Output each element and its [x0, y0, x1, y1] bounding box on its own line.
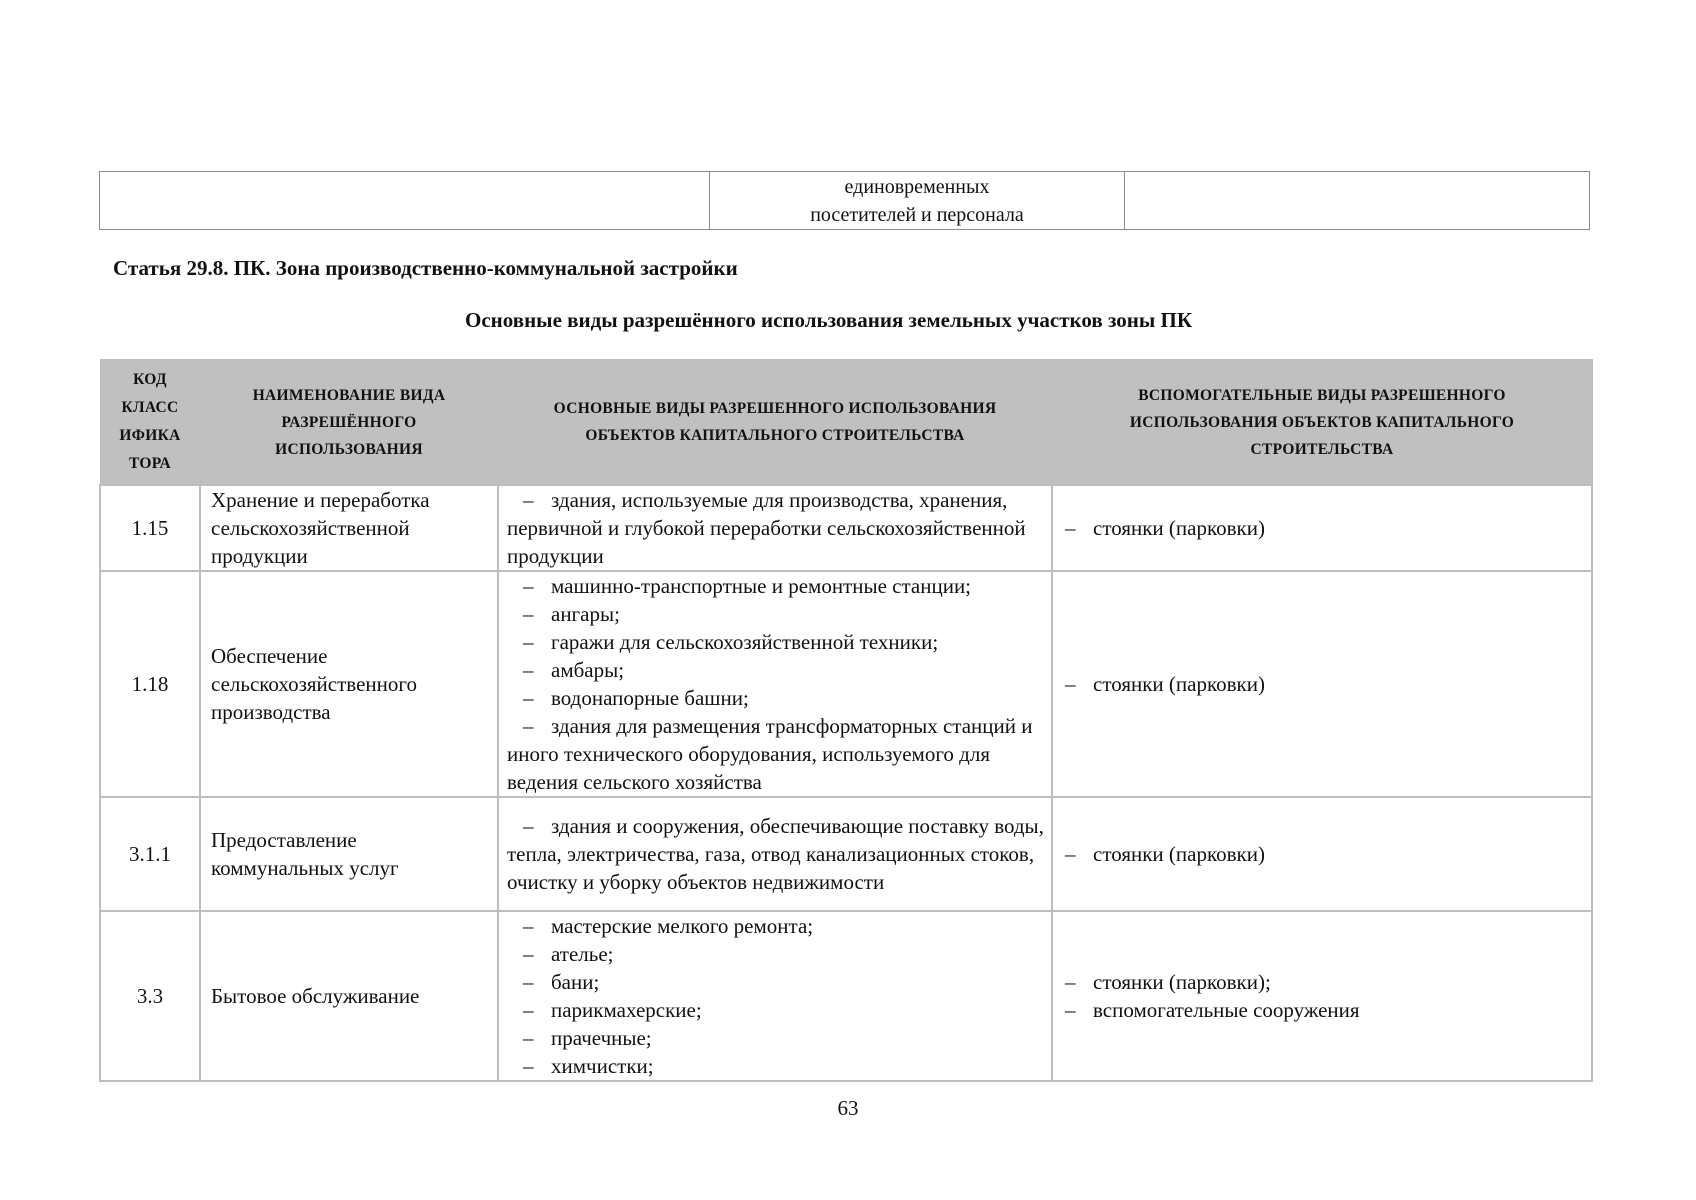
basic-use-item: – ателье; [507, 940, 1045, 968]
continuation-line: единовременных [844, 176, 990, 198]
basic-use-item: – гаражи для сельскохозяйственной техники; [507, 628, 1045, 656]
basic-use-item: – ангары; [507, 600, 1045, 628]
continuation-line: посетителей и персонала [810, 204, 1024, 226]
basic-use-item: – машинно-транспортные и ремонтные станции; [507, 572, 1045, 600]
row-aux-uses [1052, 797, 1592, 911]
zone-uses-table [99, 359, 1593, 1082]
row-basic-uses [498, 485, 1052, 571]
table-row [100, 797, 1592, 911]
basic-use-item: – амбары; [507, 656, 1045, 684]
aux-use-item: – стоянки (парковки) [1065, 670, 1591, 698]
row-name: Хранение и переработка сельскохозяйственной продукции [200, 485, 498, 571]
table-row [100, 485, 1592, 571]
header-code-line: КОД [133, 371, 167, 388]
header-aux: ВСПОМОГАТЕЛЬНЫЕ ВИДЫ РАЗРЕШЕННОГО ИСПОЛЬЗОВАНИЯ ОБЪЕКТОВ КАПИТАЛЬНОГО СТРОИТЕЛЬСТВА [1052, 360, 1592, 486]
row-code: 3.1.1 [100, 797, 200, 911]
aux-use-item: – стоянки (парковки) [1065, 840, 1591, 868]
row-basic-uses [498, 911, 1052, 1081]
page-number: 63 [837, 1096, 859, 1120]
header-name: НАИМЕНОВАНИЕ ВИДА РАЗРЕШЁННОГО ИСПОЛЬЗОВАНИЯ [200, 360, 498, 486]
row-aux-uses [1052, 485, 1592, 571]
basic-use-item: – водонапорные башни; [507, 684, 1045, 712]
header-code-line: ИФИКА [119, 427, 181, 444]
row-code: 1.18 [100, 571, 200, 797]
basic-use-item: – парикмахерские; [507, 996, 1045, 1024]
continuation-cell-empty [1125, 172, 1590, 230]
row-basic-uses [498, 571, 1052, 797]
basic-use-item: – здания, используемые для производства, хранения, первичной и глубокой переработки сельскохозяйственной продукции [507, 488, 1026, 568]
row-code: 1.15 [100, 485, 200, 571]
row-code: 3.3 [100, 911, 200, 1081]
basic-use-item: – здания для размещения трансформаторных станций и иного технического оборудования, используемого для ведения сельского хозяйства [507, 714, 1032, 794]
basic-use-item: – мастерские мелкого ремонта; [507, 912, 1045, 940]
continuation-cell-empty [100, 172, 710, 230]
table-row [100, 571, 1592, 797]
row-name: Обеспечение сельскохозяйственного производства [200, 571, 498, 797]
table-caption: Основные виды разрешённого использования земельных участков зоны ПК [465, 308, 1193, 332]
header-code-line: КЛАСС [121, 399, 179, 416]
basic-use-item: – химчистки; [507, 1052, 1045, 1080]
continuation-row [100, 172, 1590, 230]
header-code [100, 360, 200, 486]
table-header-row [100, 360, 1592, 486]
basic-use-item: – прачечные; [507, 1024, 1045, 1052]
aux-use-item: – вспомогательные сооружения [1065, 996, 1591, 1024]
aux-use-item: – стоянки (парковки) [1065, 514, 1591, 542]
row-aux-uses [1052, 571, 1592, 797]
row-aux-uses [1052, 911, 1592, 1081]
table-row [100, 911, 1592, 1081]
header-basic: ОСНОВНЫЕ ВИДЫ РАЗРЕШЕННОГО ИСПОЛЬЗОВАНИЯ ОБЪЕКТОВ КАПИТАЛЬНОГО СТРОИТЕЛЬСТВА [498, 360, 1052, 486]
basic-use-item: – здания и сооружения, обеспечивающие поставку воды, тепла, электричества, газа, отвод канализационных стоков, очистку и уборку объектов недвижимости [507, 814, 1044, 894]
article-title: Статья 29.8. ПК. Зона производственно-коммунальной застройки [113, 256, 738, 280]
row-name: Предоставление коммунальных услуг [200, 797, 498, 911]
continuation-table [99, 171, 1590, 230]
header-code-line: ТОРА [128, 455, 172, 472]
continuation-cell-text [710, 172, 1125, 230]
basic-use-item: – бани; [507, 968, 1045, 996]
row-name: Бытовое обслуживание [200, 911, 498, 1081]
row-basic-uses [498, 797, 1052, 911]
aux-use-item: – стоянки (парковки); [1065, 968, 1591, 996]
